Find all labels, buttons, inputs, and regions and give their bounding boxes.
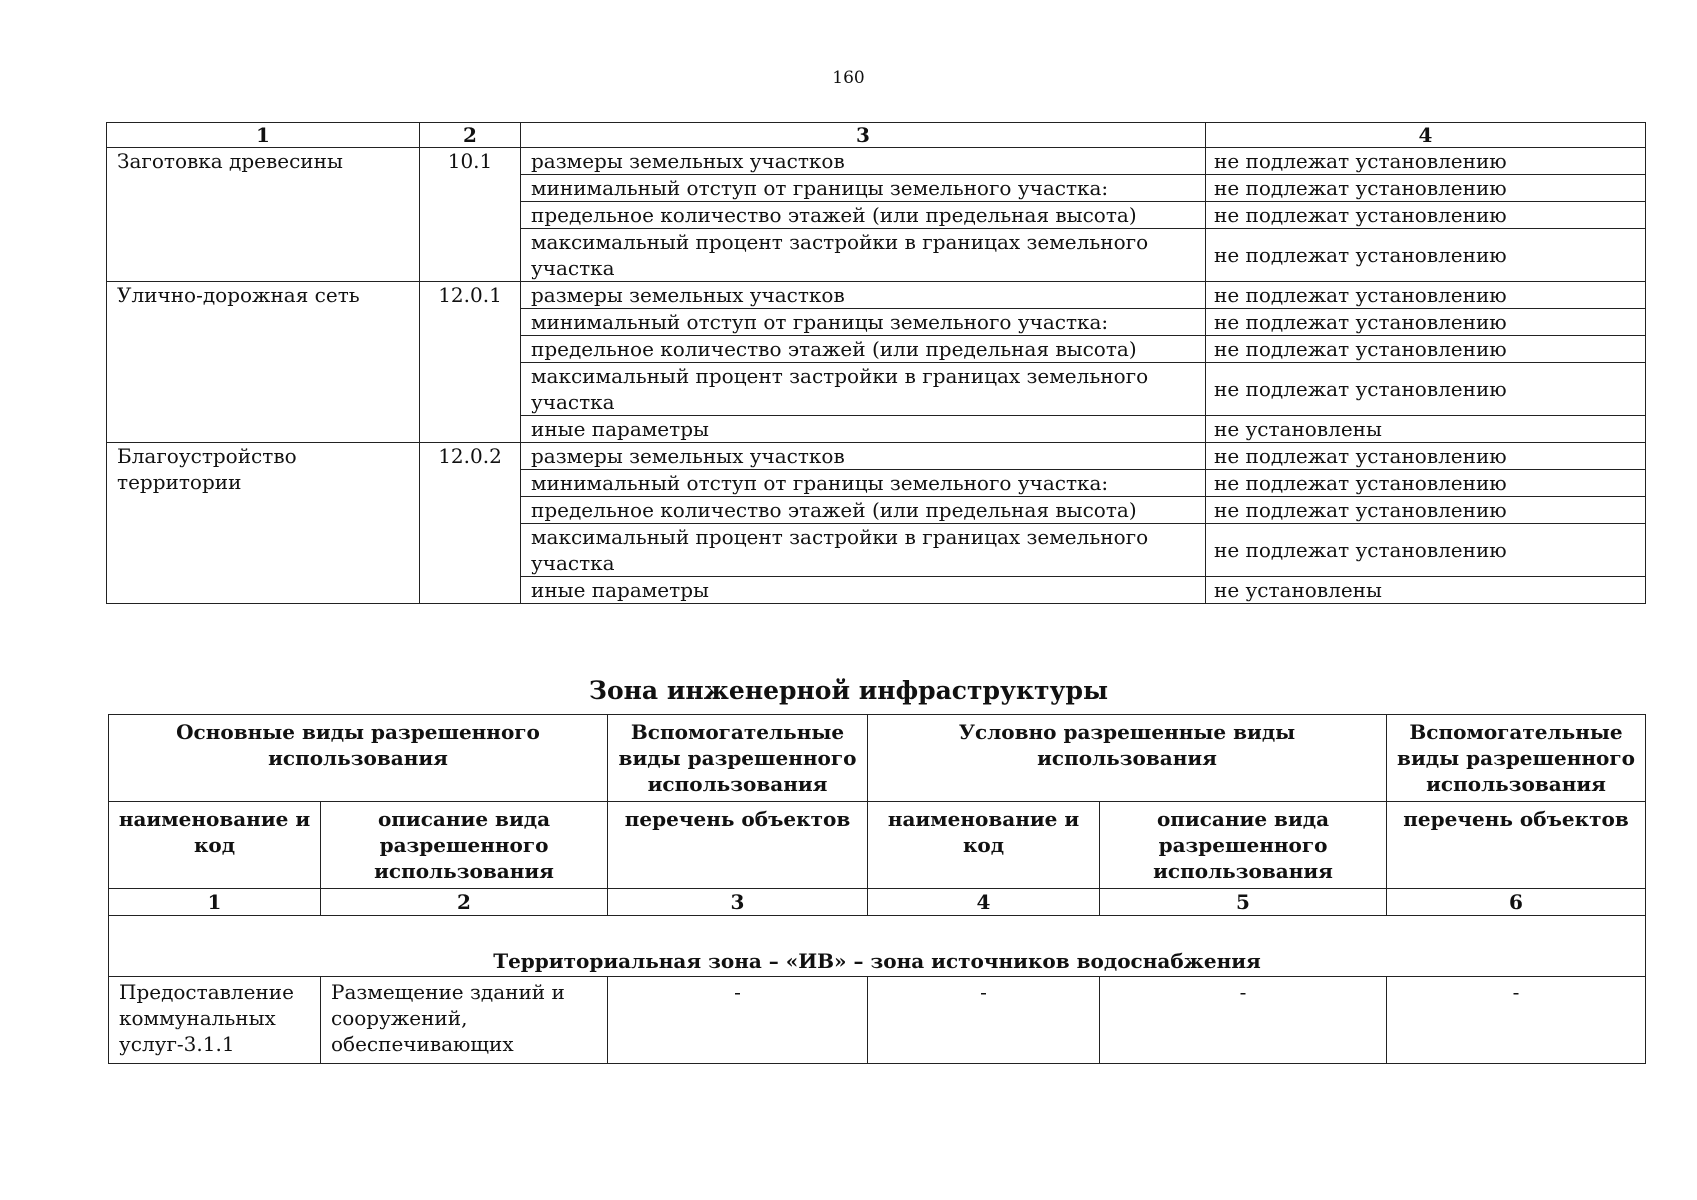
use-type-name: Заготовка древесины (107, 148, 420, 282)
parameter-value: не подлежат установлению (1206, 229, 1646, 282)
objects-list-cell: - (608, 977, 868, 1064)
land-parameters-table (106, 122, 1646, 604)
parameter-name: размеры земельных участков (521, 282, 1206, 309)
use-type-code: 12.0.2 (420, 443, 521, 604)
column-number: 6 (1387, 889, 1646, 916)
parameter-name: размеры земельных участков (521, 443, 1206, 470)
permitted-use-table (108, 714, 1646, 1064)
use-description: Размещение зданий и сооружений, обеспечивающих (321, 977, 608, 1064)
use-name-code: Предоставление коммунальных услуг-3.1.1 (109, 977, 321, 1064)
parameter-name: минимальный отступ от границы земельного участка: (521, 175, 1206, 202)
column-number: 5 (1100, 889, 1387, 916)
table1-header-row (107, 123, 1646, 148)
use-type-name: Улично-дорожная сеть (107, 282, 420, 443)
use-type-code: 12.0.1 (420, 282, 521, 443)
parameter-name: предельное количество этажей (или предельная высота) (521, 202, 1206, 229)
table-row (107, 148, 1646, 175)
parameter-name: минимальный отступ от границы земельного участка: (521, 470, 1206, 497)
parameter-value: не установлены (1206, 577, 1646, 604)
parameter-name: максимальный процент застройки в границах земельного участка (521, 524, 1206, 577)
parameter-name: иные параметры (521, 577, 1206, 604)
table2-sub-header-row (109, 802, 1646, 889)
aux-objects-list-cell: - (1387, 977, 1646, 1064)
parameter-name: максимальный процент застройки в границах земельного участка (521, 363, 1206, 416)
use-type-name: Благоустройство территории (107, 443, 420, 604)
table1-col-2-header: 2 (420, 123, 521, 148)
parameter-value: не подлежат установлению (1206, 309, 1646, 336)
column-number: 3 (608, 889, 868, 916)
use-type-code: 10.1 (420, 148, 521, 282)
main-uses-header: Основные виды разрешенного использования (109, 715, 608, 802)
parameter-value: не подлежат установлению (1206, 497, 1646, 524)
parameter-value: не подлежат установлению (1206, 202, 1646, 229)
parameter-name: минимальный отступ от границы земельного участка: (521, 309, 1206, 336)
page-number: 160 (832, 68, 865, 88)
parameter-value: не подлежат установлению (1206, 443, 1646, 470)
parameter-name: размеры земельных участков (521, 148, 1206, 175)
section-title: Зона инженерной инфраструктуры (588, 676, 1109, 705)
conditional-uses-header: Условно разрешенные виды использования (868, 715, 1387, 802)
parameter-value: не подлежат установлению (1206, 175, 1646, 202)
parameter-value: не подлежат установлению (1206, 282, 1646, 309)
conditional-name-code-cell: - (868, 977, 1100, 1064)
parameter-value: не подлежат установлению (1206, 363, 1646, 416)
conditional-description-cell: - (1100, 977, 1387, 1064)
table2-group-header-row (109, 715, 1646, 802)
parameter-name: предельное количество этажей (или предельная высота) (521, 497, 1206, 524)
description-header-2: описание вида разрешенного использования (1100, 802, 1387, 889)
table1-col-1-header: 1 (107, 123, 420, 148)
parameter-value: не подлежат установлению (1206, 524, 1646, 577)
objects-list-header-1: перечень объектов (608, 802, 868, 889)
parameter-value: не подлежат установлению (1206, 470, 1646, 497)
parameter-value: не подлежат установлению (1206, 336, 1646, 363)
aux-uses-header-2: Вспомогательные виды разрешенного использования (1387, 715, 1646, 802)
parameter-name: иные параметры (521, 416, 1206, 443)
table1-col-3-header: 3 (521, 123, 1206, 148)
zone-title: Территориальная зона – «ИВ» – зона источников водоснабжения (109, 916, 1646, 977)
table-row (109, 977, 1646, 1064)
name-code-header-1: наименование и код (109, 802, 321, 889)
name-code-header-2: наименование и код (868, 802, 1100, 889)
parameter-name: предельное количество этажей (или предельная высота) (521, 336, 1206, 363)
zone-row (109, 916, 1646, 977)
parameter-value: не подлежат установлению (1206, 148, 1646, 175)
table1-col-4-header: 4 (1206, 123, 1646, 148)
table2-column-numbers-row (109, 889, 1646, 916)
table-row (107, 443, 1646, 470)
parameter-value: не установлены (1206, 416, 1646, 443)
column-number: 1 (109, 889, 321, 916)
parameter-name: максимальный процент застройки в границах земельного участка (521, 229, 1206, 282)
table-row (107, 282, 1646, 309)
column-number: 4 (868, 889, 1100, 916)
column-number: 2 (321, 889, 608, 916)
description-header-1: описание вида разрешенного использования (321, 802, 608, 889)
aux-uses-header-1: Вспомогательные виды разрешенного использования (608, 715, 868, 802)
objects-list-header-2: перечень объектов (1387, 802, 1646, 889)
